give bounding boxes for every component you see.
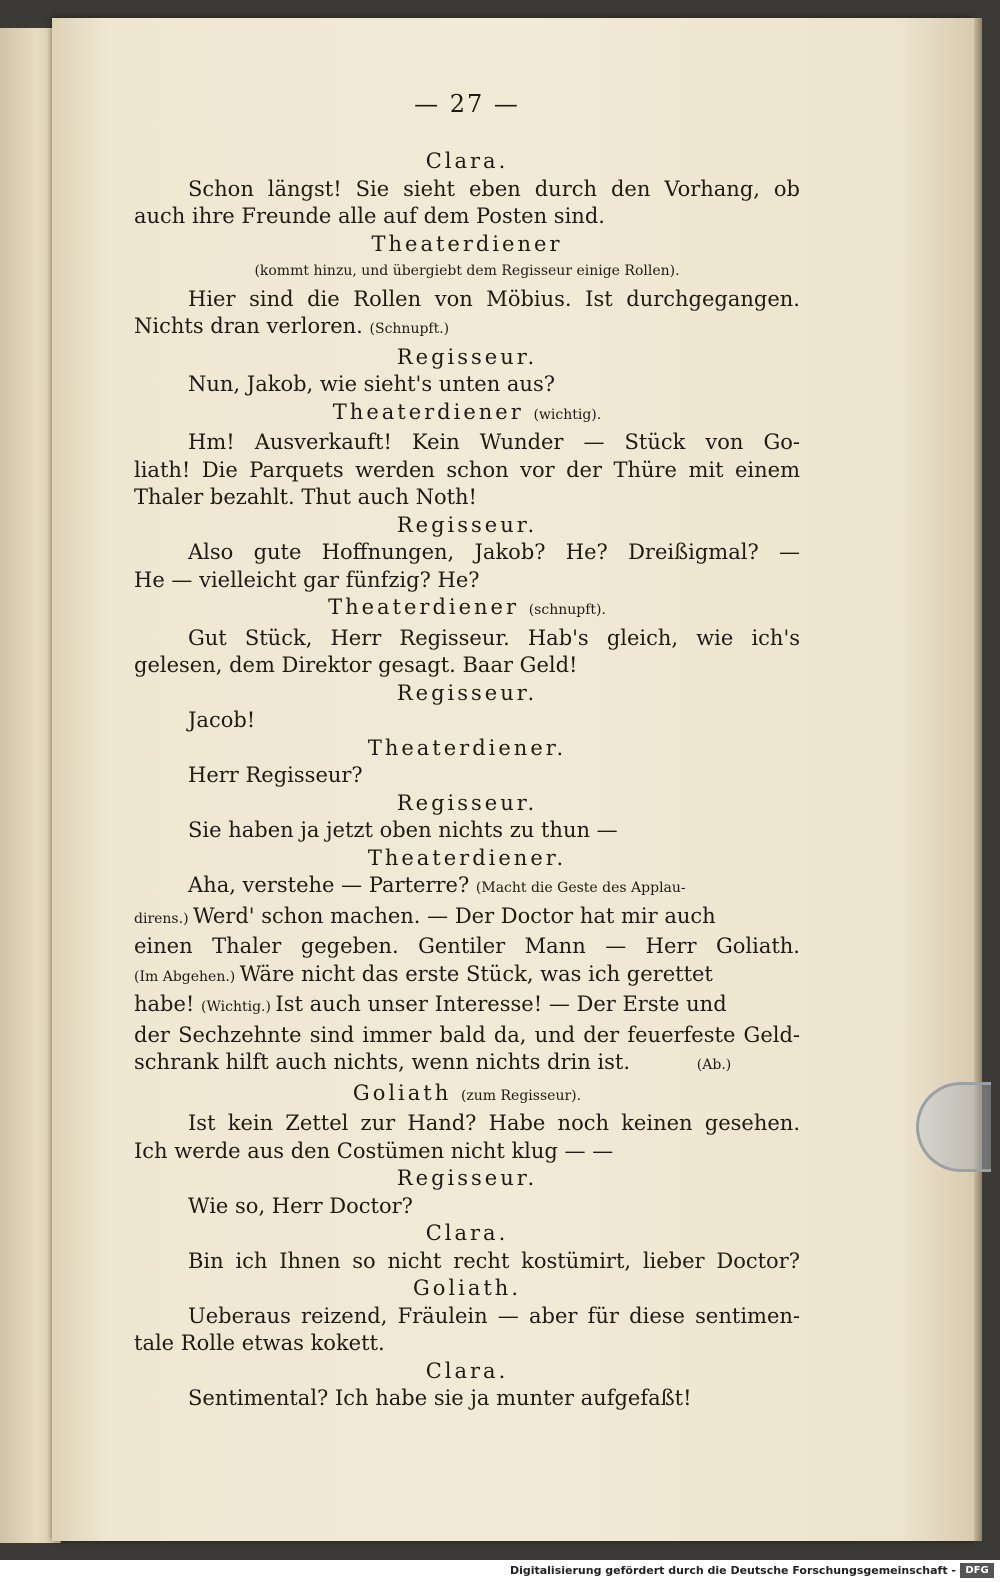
speaker-with-direction xyxy=(134,399,800,430)
dialogue-line: Sentimental? Ich habe sie ja munter aufgefaßt! xyxy=(188,1386,692,1410)
speaker-name: Clara. xyxy=(425,1358,509,1383)
dialogue-line: gelesen, dem Direktor gesagt. Baar Geld! xyxy=(134,653,578,677)
dialogue-line xyxy=(134,903,800,934)
speaker-name: Theaterdiener. xyxy=(367,735,567,760)
dialogue-text: schrank hilft auch nichts, wenn nichts drin ist. xyxy=(134,1050,697,1074)
dialogue-line: Hier sind die Rollen von Möbius. Ist durchgegangen. xyxy=(188,286,800,311)
dialogue-line: tale Rolle etwas kokett. xyxy=(134,1331,385,1355)
stage-direction: (schnupft). xyxy=(528,602,606,618)
stage-direction: (Macht die Geste des Applau- xyxy=(475,880,686,896)
speaker-name: Goliath xyxy=(352,1080,461,1105)
speaker-name: Theaterdiener xyxy=(332,399,534,424)
stage-direction: (kommt hinzu, und übergiebt dem Regisseur einige Rollen). xyxy=(254,263,680,279)
footer-bar xyxy=(0,1560,1000,1582)
speaker-name: Theaterdiener. xyxy=(367,845,567,870)
dialogue-line: Nun, Jakob, wie sieht's unten aus? xyxy=(188,372,555,396)
dialogue-line: Schon längst! Sie sieht eben durch den Vorhang, ob xyxy=(188,176,800,201)
stage-direction: (Wichtig.) xyxy=(201,999,276,1015)
funding-credit: Digitalisierung gefördert durch die Deutsche Forschungsgemeinschaft - xyxy=(509,1564,956,1577)
dialogue-line: Thaler bezahlt. Thut auch Noth! xyxy=(134,485,477,509)
dialogue-line: einen Thaler gegeben. Gentiler Mann — Herr Goliath. xyxy=(134,934,800,958)
speaker-with-direction xyxy=(134,1080,800,1111)
dialogue-line: Also gute Hoffnungen, Jakob? He? Dreißigmal? — xyxy=(188,540,800,564)
dialogue-line xyxy=(134,313,800,344)
dialogue-text: Aha, verstehe — Parterre? xyxy=(188,873,476,897)
dialogue-text: habe! xyxy=(134,992,202,1016)
speaker-name: Theaterdiener xyxy=(328,595,529,619)
stage-direction: (wichtig). xyxy=(533,406,602,423)
speaker-name: Goliath. xyxy=(412,1276,521,1300)
dialogue-line xyxy=(134,991,800,1022)
speaker-with-direction xyxy=(134,594,800,625)
dialogue-line: Jacob! xyxy=(188,708,256,732)
speaker-name: Regisseur. xyxy=(396,1166,538,1190)
dialogue-line: He — vielleicht gar fünfzig? He? xyxy=(134,567,480,592)
dialogue-line: Ich werde aus den Costümen nicht klug — — xyxy=(134,1138,614,1163)
stage-direction: (Im Abgehen.) xyxy=(134,968,240,985)
dialogue-line xyxy=(134,872,800,903)
dialogue-line: Gut Stück, Herr Regisseur. Hab's gleich, wie ich's xyxy=(188,625,800,650)
dialogue-line xyxy=(134,1049,800,1080)
page-stack-edge xyxy=(974,18,982,1541)
speaker-name: Clara. xyxy=(425,1221,509,1245)
stage-direction: (Schnupft.) xyxy=(369,321,450,337)
dialogue-line: Ueberaus reizend, Fräulein — aber für diese sentimen- xyxy=(188,1303,800,1328)
speaker-name: Regisseur. xyxy=(396,512,538,537)
dialogue-line: auch ihre Freunde alle auf dem Posten sind. xyxy=(134,204,605,228)
speaker-name: Clara. xyxy=(425,149,509,173)
dialogue-text: Ist auch unser Interesse! — Der Erste und xyxy=(275,992,727,1016)
stage-direction: (Ab.) xyxy=(696,1057,732,1073)
dialogue-line: Sie haben ja jetzt oben nichts zu thun — xyxy=(188,818,618,842)
dialogue-line xyxy=(134,961,800,992)
dialogue-line: Hm! Ausverkauft! Kein Wunder — Stück von Go- xyxy=(188,430,800,454)
stage-direction: (zum Regisseur). xyxy=(460,1087,582,1104)
dialogue-text: Werd' schon machen. — Der Doctor hat mir auch xyxy=(192,903,716,928)
speaker-name: Theaterdiener xyxy=(371,231,563,256)
dialogue-text: Wäre nicht das erste Stück, was ich gerettet xyxy=(239,961,713,986)
dialogue-line: Wie so, Herr Doctor? xyxy=(188,1193,413,1218)
dialogue-line: Herr Regisseur? xyxy=(188,763,363,787)
dialogue-text: Nichts dran verloren. xyxy=(134,314,370,338)
dialogue-line: Ist kein Zettel zur Hand? Habe noch keinen gesehen. xyxy=(188,1111,800,1135)
speaker-name: Regisseur. xyxy=(396,680,538,705)
speaker-name: Regisseur. xyxy=(396,790,538,815)
page-number: — 27 — xyxy=(414,90,520,118)
speaker-name: Regisseur. xyxy=(396,344,538,369)
script-lines xyxy=(134,148,800,1413)
dialogue-line: liath! Die Parquets werden schon vor der Thüre mit einem xyxy=(134,457,800,482)
stage-direction: direns.) xyxy=(134,910,193,927)
dialogue-line: Bin ich Ihnen so nicht recht kostümirt, lieber Doctor? xyxy=(188,1248,800,1273)
page-text xyxy=(134,80,800,1413)
dialogue-line: der Sechzehnte sind immer bald da, und der feuerfeste Geld- xyxy=(134,1022,800,1047)
dfg-logo: DFG xyxy=(960,1563,994,1578)
